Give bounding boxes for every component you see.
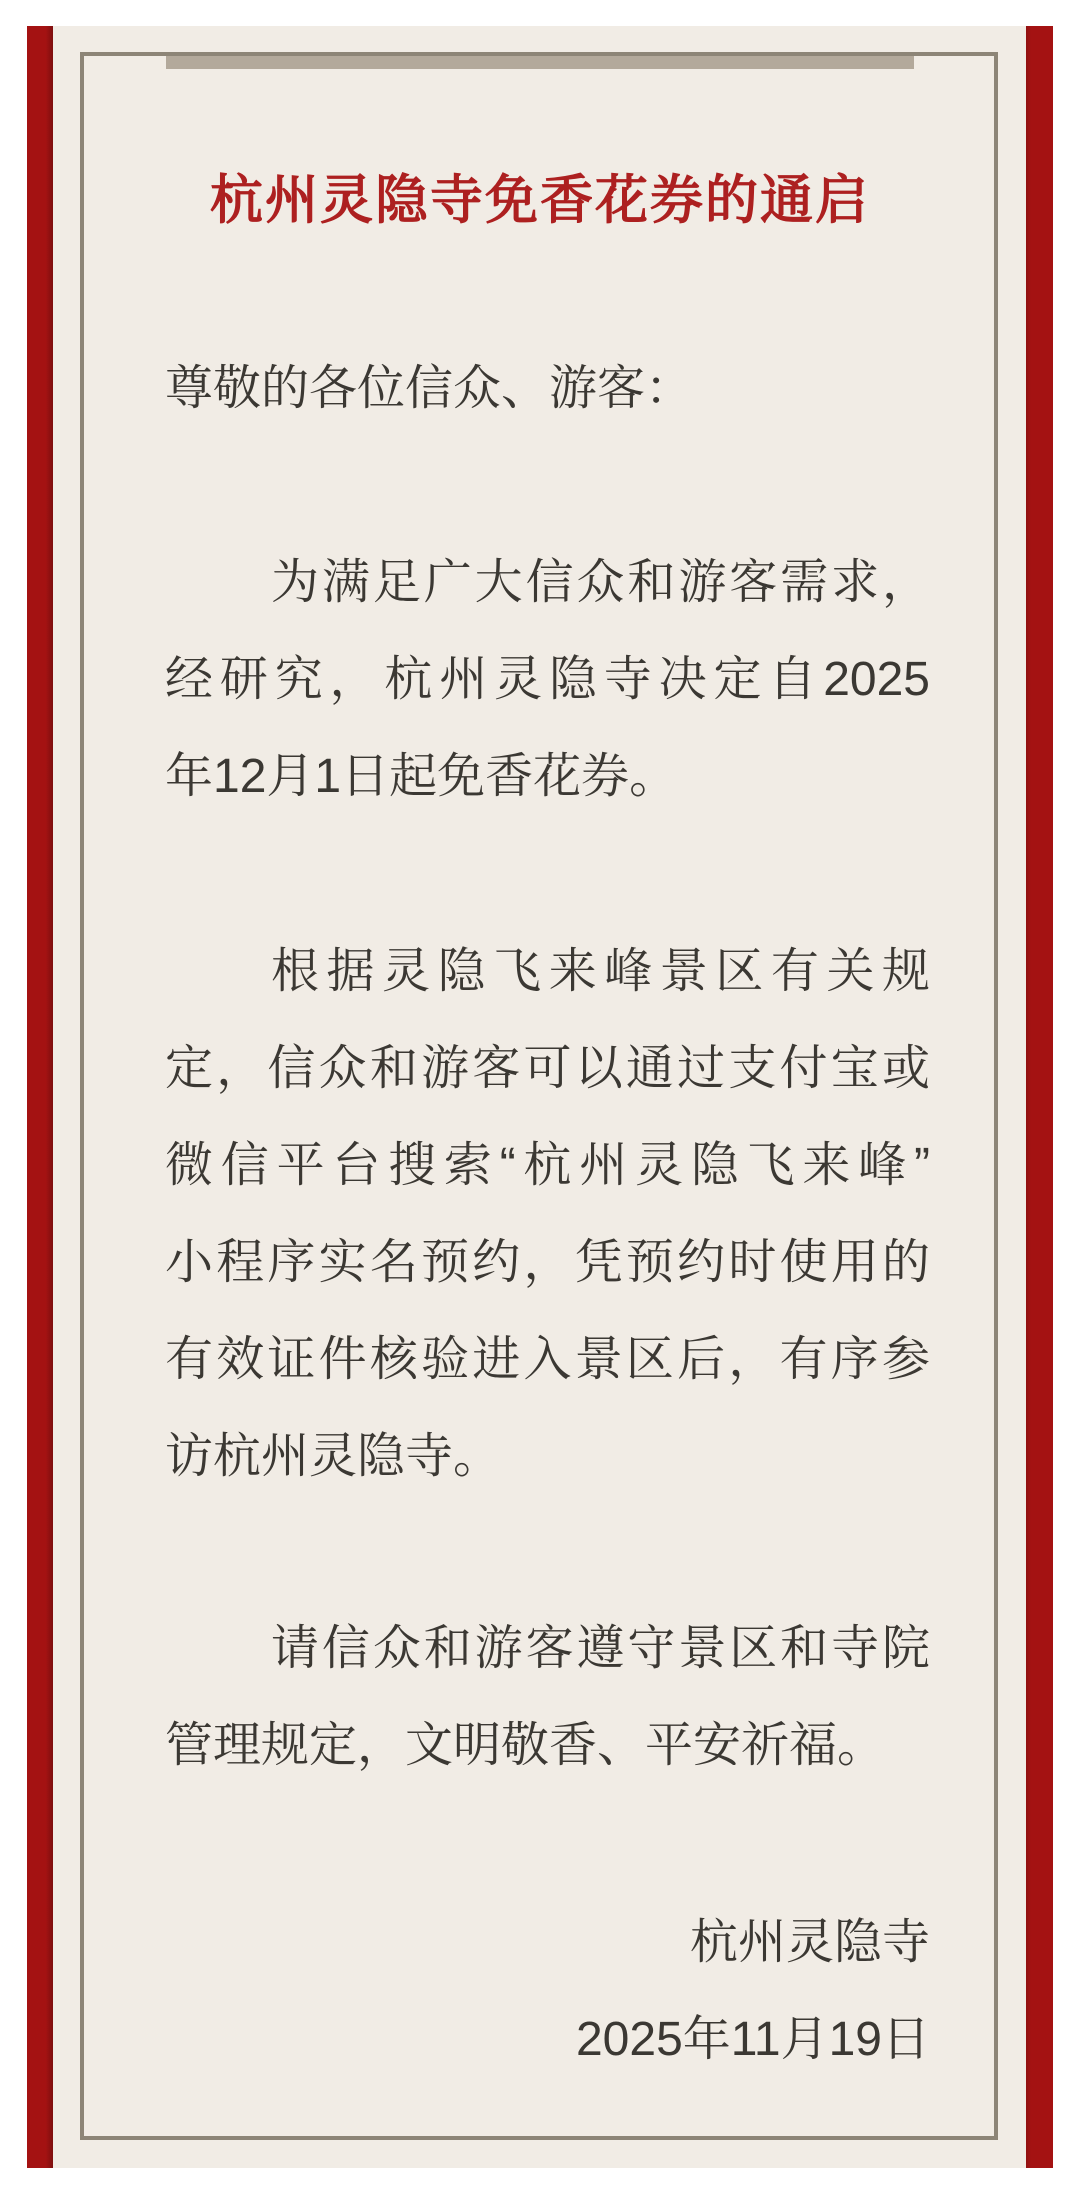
signature-line: 杭州灵隐寺 — [689, 1916, 930, 1969]
notice-line: 请信众和游客遵守景区和寺院 — [271, 1622, 930, 1675]
notice-line: 年12月1日起免香花券。 — [165, 750, 678, 803]
right-red-border-bar — [1026, 26, 1053, 2168]
notice-title: 杭州灵隐寺免香花券的通启 — [210, 171, 870, 230]
notice-line: 为满足广大信众和游客需求， — [271, 556, 930, 609]
date-line: 2025年11月19日 — [575, 2013, 930, 2066]
salutation-line: 尊敬的各位信众、游客： — [165, 362, 694, 415]
left-red-border-bar — [27, 26, 53, 2168]
notice-line: 微信平台搜索“杭州灵隐飞来峰” — [165, 1139, 930, 1192]
notice-line: 访杭州灵隐寺。 — [165, 1430, 502, 1483]
notice-line: 定，信众和游客可以通过支付宝或 — [165, 1042, 930, 1095]
notice-line: 经研究，杭州灵隐寺决定自2025 — [165, 653, 930, 706]
top-accent-bar — [166, 56, 914, 69]
notice-line: 根据灵隐飞来峰景区有关规 — [271, 945, 930, 998]
notice-line: 管理规定，文明敬香、平安祈福。 — [165, 1719, 886, 1772]
notice-line: 有效证件核验进入景区后，有序参 — [165, 1333, 930, 1386]
notice-line: 小程序实名预约，凭预约时使用的 — [165, 1236, 930, 1289]
